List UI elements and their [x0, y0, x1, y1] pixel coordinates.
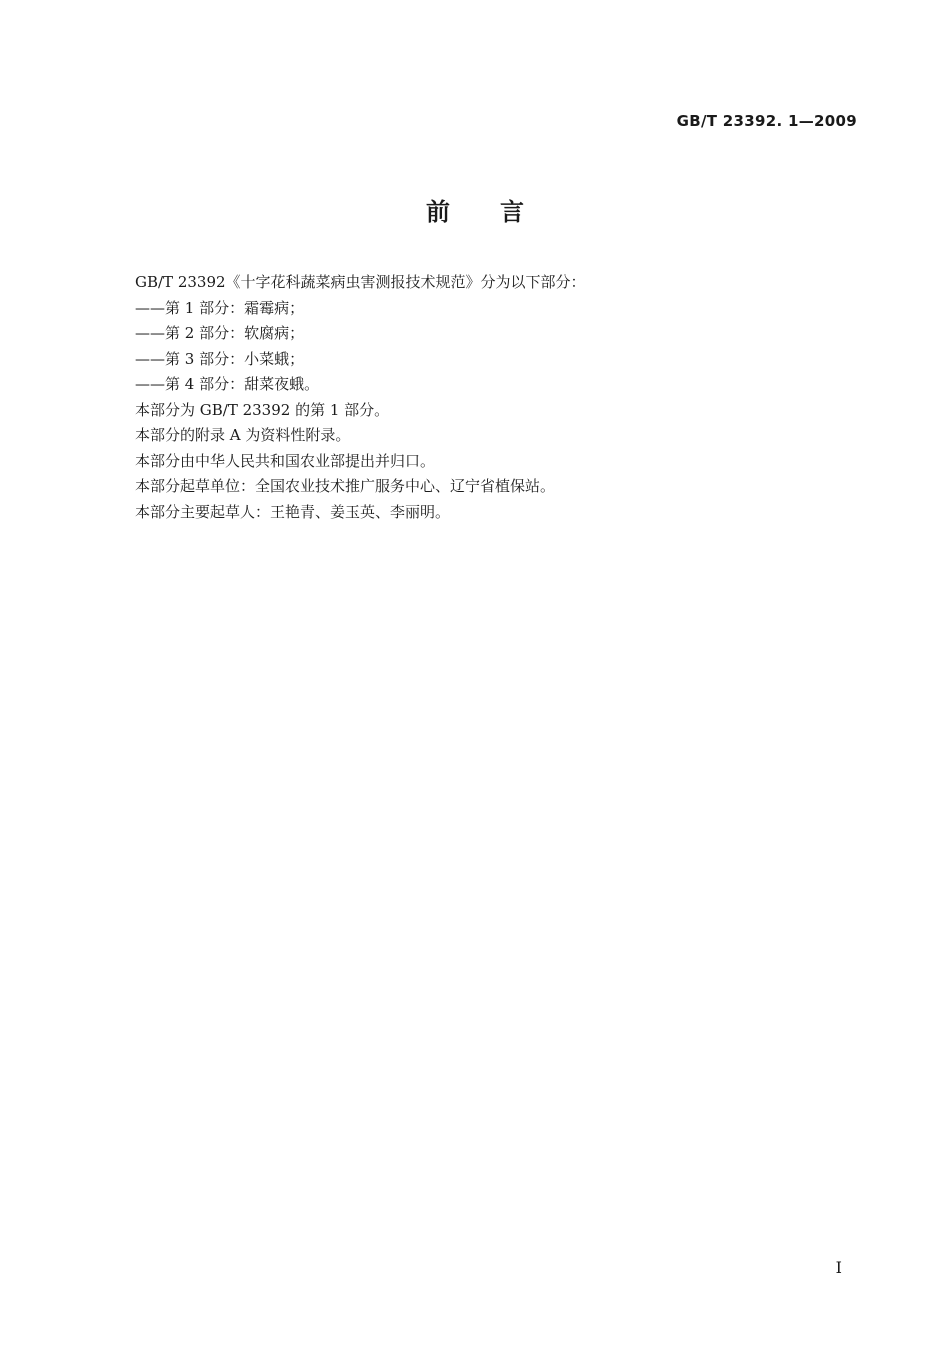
- foreword-line: GB/T 23392《十字花科蔬菜病虫害测报技术规范》分为以下部分：: [135, 273, 586, 291]
- standard-code: GB/T 23392. 1—2009: [676, 112, 857, 130]
- foreword-body: [135, 270, 835, 525]
- page-number: I: [835, 1258, 842, 1277]
- foreword-line: ——第 4 部分：甜菜夜蛾。: [135, 375, 320, 393]
- foreword-line: ——第 1 部分：霜霉病；: [135, 298, 305, 317]
- foreword-line: ——第 2 部分：软腐病；: [135, 324, 305, 342]
- foreword-line: 本部分为 GB/T 23392 的第 1 部分。: [135, 400, 390, 419]
- foreword-line: 本部分主要起草人：王艳青、姜玉英、李丽明。: [135, 502, 451, 521]
- foreword-line: 本部分的附录 A 为资料性附录。: [135, 426, 351, 444]
- page-title: 前言: [426, 198, 574, 226]
- foreword-line: 本部分由中华人民共和国农业部提出并归口。: [135, 451, 436, 470]
- foreword-line: ——第 3 部分：小菜蛾；: [135, 349, 305, 368]
- foreword-line: 本部分起草单位：全国农业技术推广服务中心、辽宁省植保站。: [135, 477, 556, 495]
